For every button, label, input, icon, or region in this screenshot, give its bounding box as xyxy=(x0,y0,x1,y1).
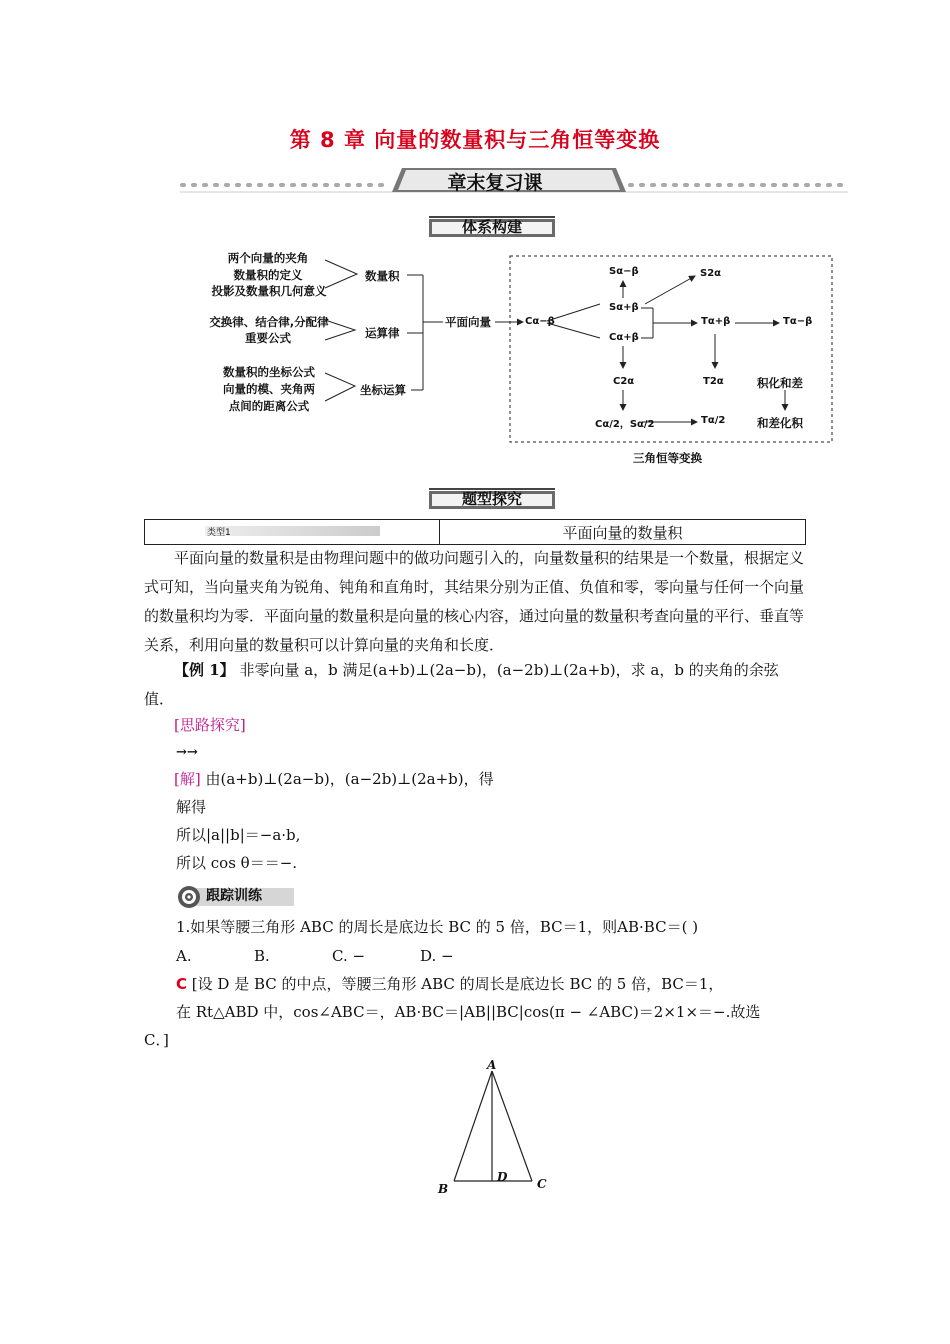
training-label: 跟踪训练 xyxy=(206,888,262,904)
node-t-half: Tα/2 xyxy=(701,415,726,426)
option-b: B. xyxy=(254,947,270,965)
answer-text-1: [设 D 是 BC 的中点，等腰三角形 ABC 的周长是底边长 BC 的 5 倍，BC＝1， xyxy=(191,975,724,993)
think-arrows: →→ xyxy=(176,745,198,760)
problem-question: 1.如果等腰三角形 ABC 的周长是底边长 BC 的 5 倍，BC＝1，则AB·BC＝( ) xyxy=(176,918,699,936)
option-d: D. − xyxy=(420,947,454,965)
example-text: 非零向量 a，b 满足(a+b)⊥(2a−b)，(a−2b)⊥(2a+b)，求 a，b 的夹角的余弦值． xyxy=(144,661,779,708)
node-t2: T2α xyxy=(703,376,724,387)
node-c2: C2α xyxy=(613,376,635,387)
intro-paragraph: 平面向量的数量积是由物理问题中的做功问题引入的，向量数量积的结果是一个数量，根据定义式可知，当向量夹角为锐角、钝角和直角时，其结果分别为正值、负值和零，零向量与任何一个向量的数量积均为零．平面向量的数量积是向量的核心内容，通过向量的数量积考查向量的平行、垂直等关系，利用向量的数量积可以计算向量的夹角和长度． xyxy=(144,549,805,654)
type-table xyxy=(144,519,806,545)
example-1 xyxy=(144,656,806,714)
solution-line-4: 所以 cos θ＝＝−. xyxy=(176,854,298,872)
left-item-formulas: 重要公式 xyxy=(245,331,291,345)
point-d: D xyxy=(497,1170,508,1184)
answer-letter: C xyxy=(176,975,188,993)
node-s-minus: Sα−β xyxy=(609,266,639,277)
node-c-plus: Cα+β xyxy=(609,332,639,343)
answer-line-3: C．] xyxy=(144,1031,169,1049)
node-t-minus: Tα−β xyxy=(783,316,813,327)
option-c: C. − xyxy=(332,947,366,965)
node-s-plus: Sα+β xyxy=(609,302,639,313)
chapter-title: 第 8 章 向量的数量积与三角恒等变换 xyxy=(289,128,661,152)
type-tag: 类型1 xyxy=(207,528,231,538)
type-tag-bar xyxy=(205,526,380,536)
mid-laws: 运算律 xyxy=(365,326,400,340)
example-label: 【例 1】 xyxy=(174,661,235,679)
vertex-b: B xyxy=(438,1182,449,1196)
concept-diagram xyxy=(195,248,835,470)
mid-coord: 坐标运算 xyxy=(360,383,406,397)
type-topic: 平面向量的数量积 xyxy=(562,524,683,542)
think-label: [思路探究] xyxy=(174,716,246,734)
vertex-a: A xyxy=(487,1058,497,1072)
left-item-definition: 数量积的定义 xyxy=(233,268,303,282)
mid-dot-product: 数量积 xyxy=(365,269,400,283)
option-a: A. xyxy=(176,947,192,965)
node-product-to-sum: 积化和差 xyxy=(757,376,803,390)
solution-label: [解] xyxy=(174,770,201,788)
diagram-caption: 三角恒等变换 xyxy=(633,451,702,465)
solution-line xyxy=(174,765,494,794)
node-s2: S2α xyxy=(700,268,722,279)
left-item-modulus: 向量的模、夹角两 xyxy=(223,382,315,396)
center-plane-vector: 平面向量 xyxy=(445,315,491,329)
answer-line-1 xyxy=(176,970,723,999)
left-item-angle: 两个向量的夹角 xyxy=(227,251,309,265)
left-item-coord: 数量积的坐标公式 xyxy=(223,365,315,379)
node-t-plus: Tα+β xyxy=(701,316,731,327)
node-half-angle: Cα/2，Sα/2 xyxy=(595,419,655,430)
solution-text: 由(a+b)⊥(2a−b)，(a−2b)⊥(2a+b)，得 xyxy=(205,770,494,788)
left-item-laws: 交换律、结合律,分配律 xyxy=(209,315,329,329)
section-label-types: 题型探究 xyxy=(461,490,522,508)
left-item-projection: 投影及数量积几何意义 xyxy=(211,284,327,298)
solution-line-3: 所以|a||b|＝−a·b, xyxy=(176,826,301,844)
solution-line-2: 解得 xyxy=(176,798,207,816)
answer-line-2: 在 Rt△ABD 中，cos∠ABC＝，AB·BC＝|AB||BC|cos(π − ∠ABC)＝2×1×＝−.故选 xyxy=(176,1003,761,1021)
section-label-system: 体系构建 xyxy=(461,218,522,236)
node-sum-to-product: 和差化积 xyxy=(757,416,803,430)
node-c-minus: Cα−β xyxy=(525,316,555,327)
header-banner-label: 章末复习课 xyxy=(447,172,543,194)
left-item-distance: 点间的距离公式 xyxy=(228,399,310,413)
vertex-c: C xyxy=(537,1177,547,1191)
